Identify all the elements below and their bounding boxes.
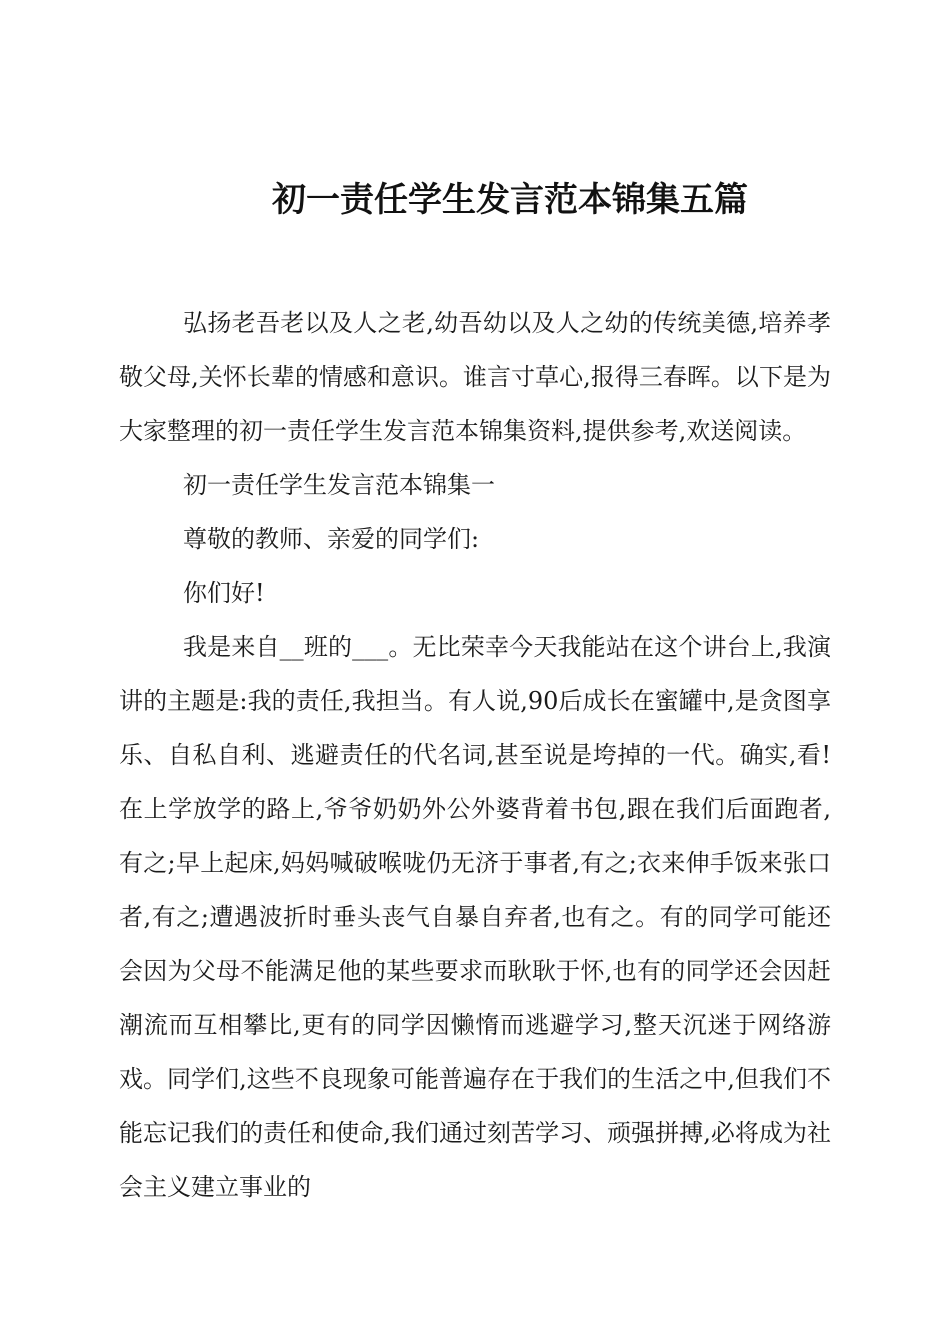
paragraph-intro: 弘扬老吾老以及人之老,幼吾幼以及人之幼的传统美德,培养孝敬父母,关怀长辈的情感和意识。谁言寸草心,报得三春晖。以下是为大家整理的初一责任学生发言范本锦集资料,提供参考,欢送阅读。	[119, 309, 831, 445]
salutation: 尊敬的教师、亲爱的同学们:	[183, 525, 480, 553]
document-title: 初一责任学生发言范本锦集五篇	[272, 180, 748, 220]
paragraph-speech: 我是来自__班的___。无比荣幸今天我能站在这个讲台上,我演讲的主题是:我的责任,我担当。有人说,90后成长在蜜罐中,是贪图享乐、自私自利、逃避责任的代名词,甚至说是垮掉的一代。确实,看!在上学放学的路上,爷爷奶奶外公外婆背着书包,跟在我们后面跑者,有之;早上起床,妈妈喊破喉咙仍无济于事者,有之;衣来伸手饭来张口者,有之;遭遇波折时垂头丧气自暴自弃者,也有之。有的同学可能还会因为父母不能满足他的某些要求而耿耿于怀,也有的同学还会因赶潮流而互相攀比,更有的同学因懒惰而逃避学习,整天沉迷于网络游戏。同学们,这些不良现象可能普遍存在于我们的生活之中,但我们不能忘记我们的责任和使命,我们通过刻苦学习、顽强拼搏,必将成为社会主义建立事业的	[119, 633, 831, 1201]
document-body	[119, 296, 831, 1214]
greeting: 你们好!	[183, 579, 265, 607]
section-heading: 初一责任学生发言范本锦集一	[183, 471, 495, 499]
